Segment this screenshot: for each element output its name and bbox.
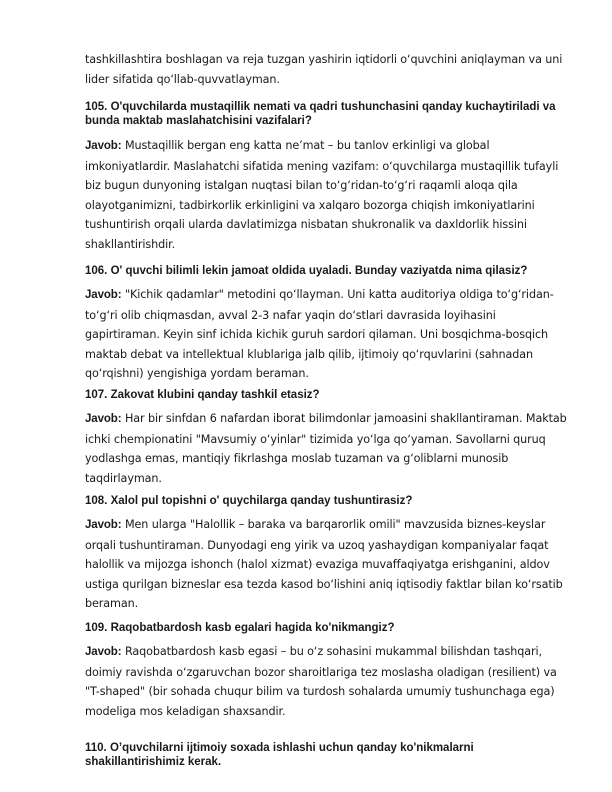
answer-108-text: Men ularga "Halollik – baraka va barqarorlik omili" mavzusida biznes-keyslar orqali tushuntiraman. Dunyodagi eng yirik va uzoq yashaydigan kompaniyalar faqat halollik va mijozga ishonch (halol xizmat) evaziga muvaffaqiyatga erishganini, aldov ustiga qurilgan bizneslar esa tezda kasod bo‘lishini aniq iqtisodiy faktlar bilan ko‘rsatib beraman. [85,518,563,610]
question-108: 108. Xalol pul topishni o' quychilarga qanday tushuntirasiz? [85,495,413,507]
answer-109 [85,642,570,721]
answer-107 [85,409,570,488]
answer-label: Javob: [85,519,122,531]
answer-109-text: Raqobatbardosh kasb egasi – bu o‘z sohasini mukammal bilishdan tashqari, doimiy ravishda o‘zgaruvchan bozor sharoitlariga tez moslasha oladigan (resilient) va "T-shaped" (bir sohada chuqur bilim va turdosh sohalarda umumiy tushunchaga ega) modeliga mos keladigan shaxsandir. [85,645,557,718]
answer-105 [85,136,570,254]
answer-106-text: "Kichik qadamlar" metodini qo‘llayman. Uni katta auditoriya oldiga to‘g‘ridan-to‘g‘ri olib chiqmasdan, avval 2-3 nafar yaqin do‘stlari davrasida loyihasini gapirtiraman. Keyin sinf ichida kichik guruh sardori qilaman. Uni bosqichma-bosqich maktab debat va intellektual klublariga jalb qilib, ijtimoiy qo‘rquvlarini (sahnadan qo‘rqishni) yengishiga yordam beraman. [85,288,554,380]
question-109: 109. Raqobatbardosh kasb egalari hagida ko'nikmangiz? [85,622,395,634]
answer-108 [85,515,570,614]
answer-label: Javob: [85,413,122,425]
answer-106 [85,285,570,384]
question-107: 107. Zakovat klubini qanday tashkil etasiz? [85,389,320,401]
question-105: 105. O'quvchilarda mustaqillik nemati va qadri tushunchasini qanday kuchaytiriladi va bunda maktab maslahatchisini vazifalari? [85,101,556,127]
intro-paragraph: tashkillashtira boshlagan va reja tuzgan yashirin iqtidorli o‘quvchini aniqlayman va uni lider sifatida qo‘llab-quvvatlayman. [85,53,563,86]
answer-107-text: Har bir sinfdan 6 nafardan iborat bilimdonlar jamoasini shakllantiraman. Maktab ichki chempionatini "Mavsumiy o‘yinlar" tizimida yo‘lga qo‘yaman. Savollarni quruq yodlashga emas, mantiqiy fikrlashga moslab tuzaman va g‘oliblarni munosib taqdirlayman. [85,412,567,485]
question-110: 110. O’quvchilarni ijtimoiy soxada ishlashi uchun qanday ko'nikmalarni shakillantirishimiz kerak. [85,742,474,768]
answer-label: Javob: [85,140,122,152]
answer-105-text: Mustaqillik bergan eng katta ne’mat – bu tanlov erkinligi va global imkoniyatlardir. Maslahatchi sifatida mening vazifam: o‘quvchilarga mustaqillik tufayli biz bugun dunyoning istalgan nuqtasi bilan to‘g‘ridan-to‘g‘ri raqamli aloqa qila olayotganimizni, tadbirkorlik erkinligini va xalqaro bozorga chiqish imkoniyatlarini tushuntirish orqali ularda davlatimizga nisbatan shukronalik va daxldorlik hissini shakllantirishdir. [85,139,559,251]
answer-label: Javob: [85,289,122,301]
question-106: 106. O' quvchi bilimli lekin jamoat oldida uyaladi. Bunday vaziyatda nima qilasiz? [85,265,528,277]
answer-label: Javob: [85,646,122,658]
